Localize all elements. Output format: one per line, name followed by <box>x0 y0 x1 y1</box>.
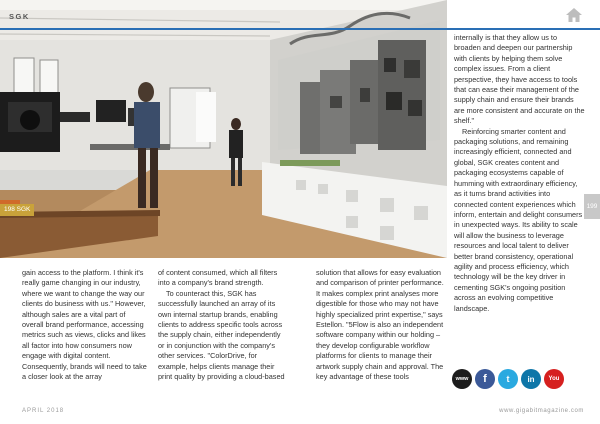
brand-label: SGK <box>9 12 30 21</box>
header-rule <box>0 28 600 30</box>
text-column-3 <box>316 268 447 382</box>
office-photo <box>0 0 447 258</box>
paragraph: gain access to the platform. I think it's really game changing in our industry, where we want to change the way our clients do business with us." However, although sales are a vital part of overall brand performance, accessing metrics such as views, clicks and likes all factor into how consumers now engage with digital content. Consequently, brands will need to take a closer look at the array <box>22 268 147 382</box>
website-link[interactable]: www.gigabitmagazine.com <box>499 408 584 414</box>
text-column-1 <box>22 268 148 382</box>
linkedin-icon[interactable]: in <box>521 369 541 389</box>
paragraph: of content consumed, which all filters into a company's brand strength. <box>158 268 278 288</box>
paragraph: solution that allows for easy evaluation and comparison of printer performance. It makes complex print analyses more digestible for those who may not have highly specialized print expertise," says Estellon. "5Flow is also an independent software company within our holding – they develop configurable workflow platforms for clients to manage their artwork supply chain and approval. The key advantage of these tools <box>316 268 444 382</box>
home-icon[interactable] <box>566 8 582 22</box>
twitter-icon[interactable]: t <box>498 369 518 389</box>
paragraph: internally is that they allow us to broaden and deepen our partnership with clients by helping them solve complex issues. From a client perspective, they have access to tools that can ease their management of the supply chain and ensure their brands are more consistent and accurate on the shelf." <box>454 33 585 126</box>
text-column-4 <box>454 33 585 314</box>
social-links <box>452 369 564 390</box>
youtube-icon[interactable]: You <box>544 369 564 389</box>
website-icon[interactable]: www <box>452 369 472 389</box>
page-number-left: 198 SGK <box>0 204 34 216</box>
page-number-right: 199 <box>584 194 600 219</box>
paragraph: To counteract this, SGK has successfully launched an array of its own internal startup brands, enabling clients to address specific tools across the supply chain, either independently or in conjunction with the company's other services. "ColorDrive, for example, helps clients manage their print quality by providing a cloud-based <box>158 288 285 382</box>
text-column-2 <box>158 268 286 382</box>
issue-date: APRIL 2018 <box>22 408 65 414</box>
paragraph: Reinforcing smarter content and packaging solutions, and remaining increasingly efficient, connected and global, SGK creates content and packaging ecosystems capable of humming with extraordinary efficiency, as it turns brand activities into connected content experiences which inform, entertain and delight consumers in unexpected ways. Its ability to scale will allow the business to leverage resources and local talent to deliver better brand consistency, operational agility and process efficiency, which technology will be the key driver in cementing SGK's ongoing position across an evolving competitive landscape. <box>454 126 583 313</box>
facebook-icon[interactable]: f <box>475 369 495 389</box>
